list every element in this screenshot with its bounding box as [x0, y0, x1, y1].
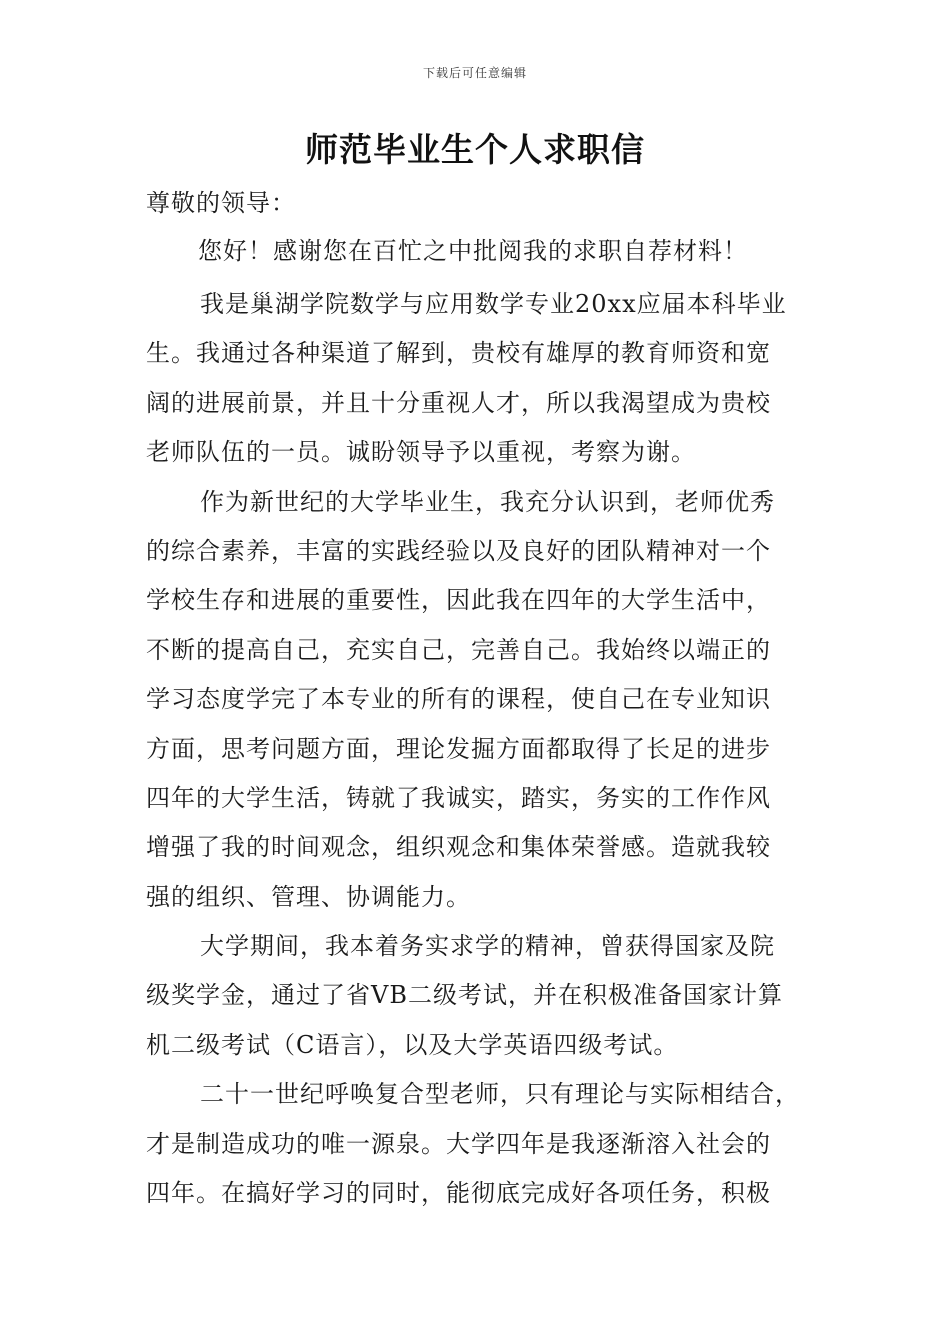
paragraph-2-line-6: 方面，思考问题方面，理论发掘方面都取得了长足的进步: [146, 734, 771, 763]
paragraph-2-line-2: 的综合素养，丰富的实践经验以及良好的团队精神对一个: [146, 536, 771, 565]
paragraph-2-line-1: 作为新世纪的大学毕业生，我充分认识到，老师优秀: [200, 487, 775, 516]
paragraph-2-line-3: 学校生存和进展的重要性，因此我在四年的大学生活中，: [146, 586, 771, 615]
header-note: 下载后可任意编辑: [422, 66, 527, 80]
salutation: 尊敬的领导：: [146, 189, 296, 217]
paragraph-2-line-4: 不断的提高自己，充实自己，完善自己。我始终以端正的: [146, 635, 771, 664]
paragraph-3-line-3: 机二级考试（C语言），以及大学英语四级考试。: [146, 1030, 679, 1059]
paragraph-1-line-2: 生。我通过各种渠道了解到，贵校有雄厚的教育师资和宽: [146, 339, 771, 368]
paragraph-3-line-2: 级奖学金，通过了省VB二级考试，并在积极准备国家计算: [146, 981, 783, 1010]
paragraph-4-line-1: 二十一世纪呼唤复合型老师，只有理论与实际相结合，: [200, 1080, 800, 1109]
paragraph-2-line-8: 增强了我的时间观念，组织观念和集体荣誉感。造就我较: [146, 833, 771, 862]
paragraph-3-line-1: 大学期间，我本着务实求学的精神，曾获得国家及院: [200, 932, 775, 961]
page-title: 师范毕业生个人求职信: [305, 130, 645, 169]
paragraph-1-line-3: 阔的进展前景，并且十分重视人才，所以我渴望成为贵校: [146, 388, 771, 417]
paragraph-2-line-5: 学习态度学完了本专业的所有的课程，使自己在专业知识: [146, 685, 771, 714]
paragraph-4-line-2: 才是制造成功的唯一源泉。大学四年是我逐渐溶入社会的: [146, 1129, 771, 1158]
paragraph-1-line-1: 我是巢湖学院数学与应用数学专业20xx应届本科毕业: [200, 290, 787, 318]
paragraph-4-line-3: 四年。在搞好学习的同时，能彻底完成好各项任务，积极: [146, 1179, 771, 1208]
greeting-line: 您好！感谢您在百忙之中批阅我的求职自荐材料！: [198, 237, 748, 265]
paragraph-2-line-9: 强的组织、管理、协调能力。: [146, 882, 471, 911]
paragraph-1-line-4: 老师队伍的一员。诚盼领导予以重视，考察为谢。: [146, 438, 696, 467]
letter-body: [146, 280, 816, 1218]
paragraph-2-line-7: 四年的大学生活，铸就了我诚实，踏实，务实的工作作风: [146, 783, 771, 812]
